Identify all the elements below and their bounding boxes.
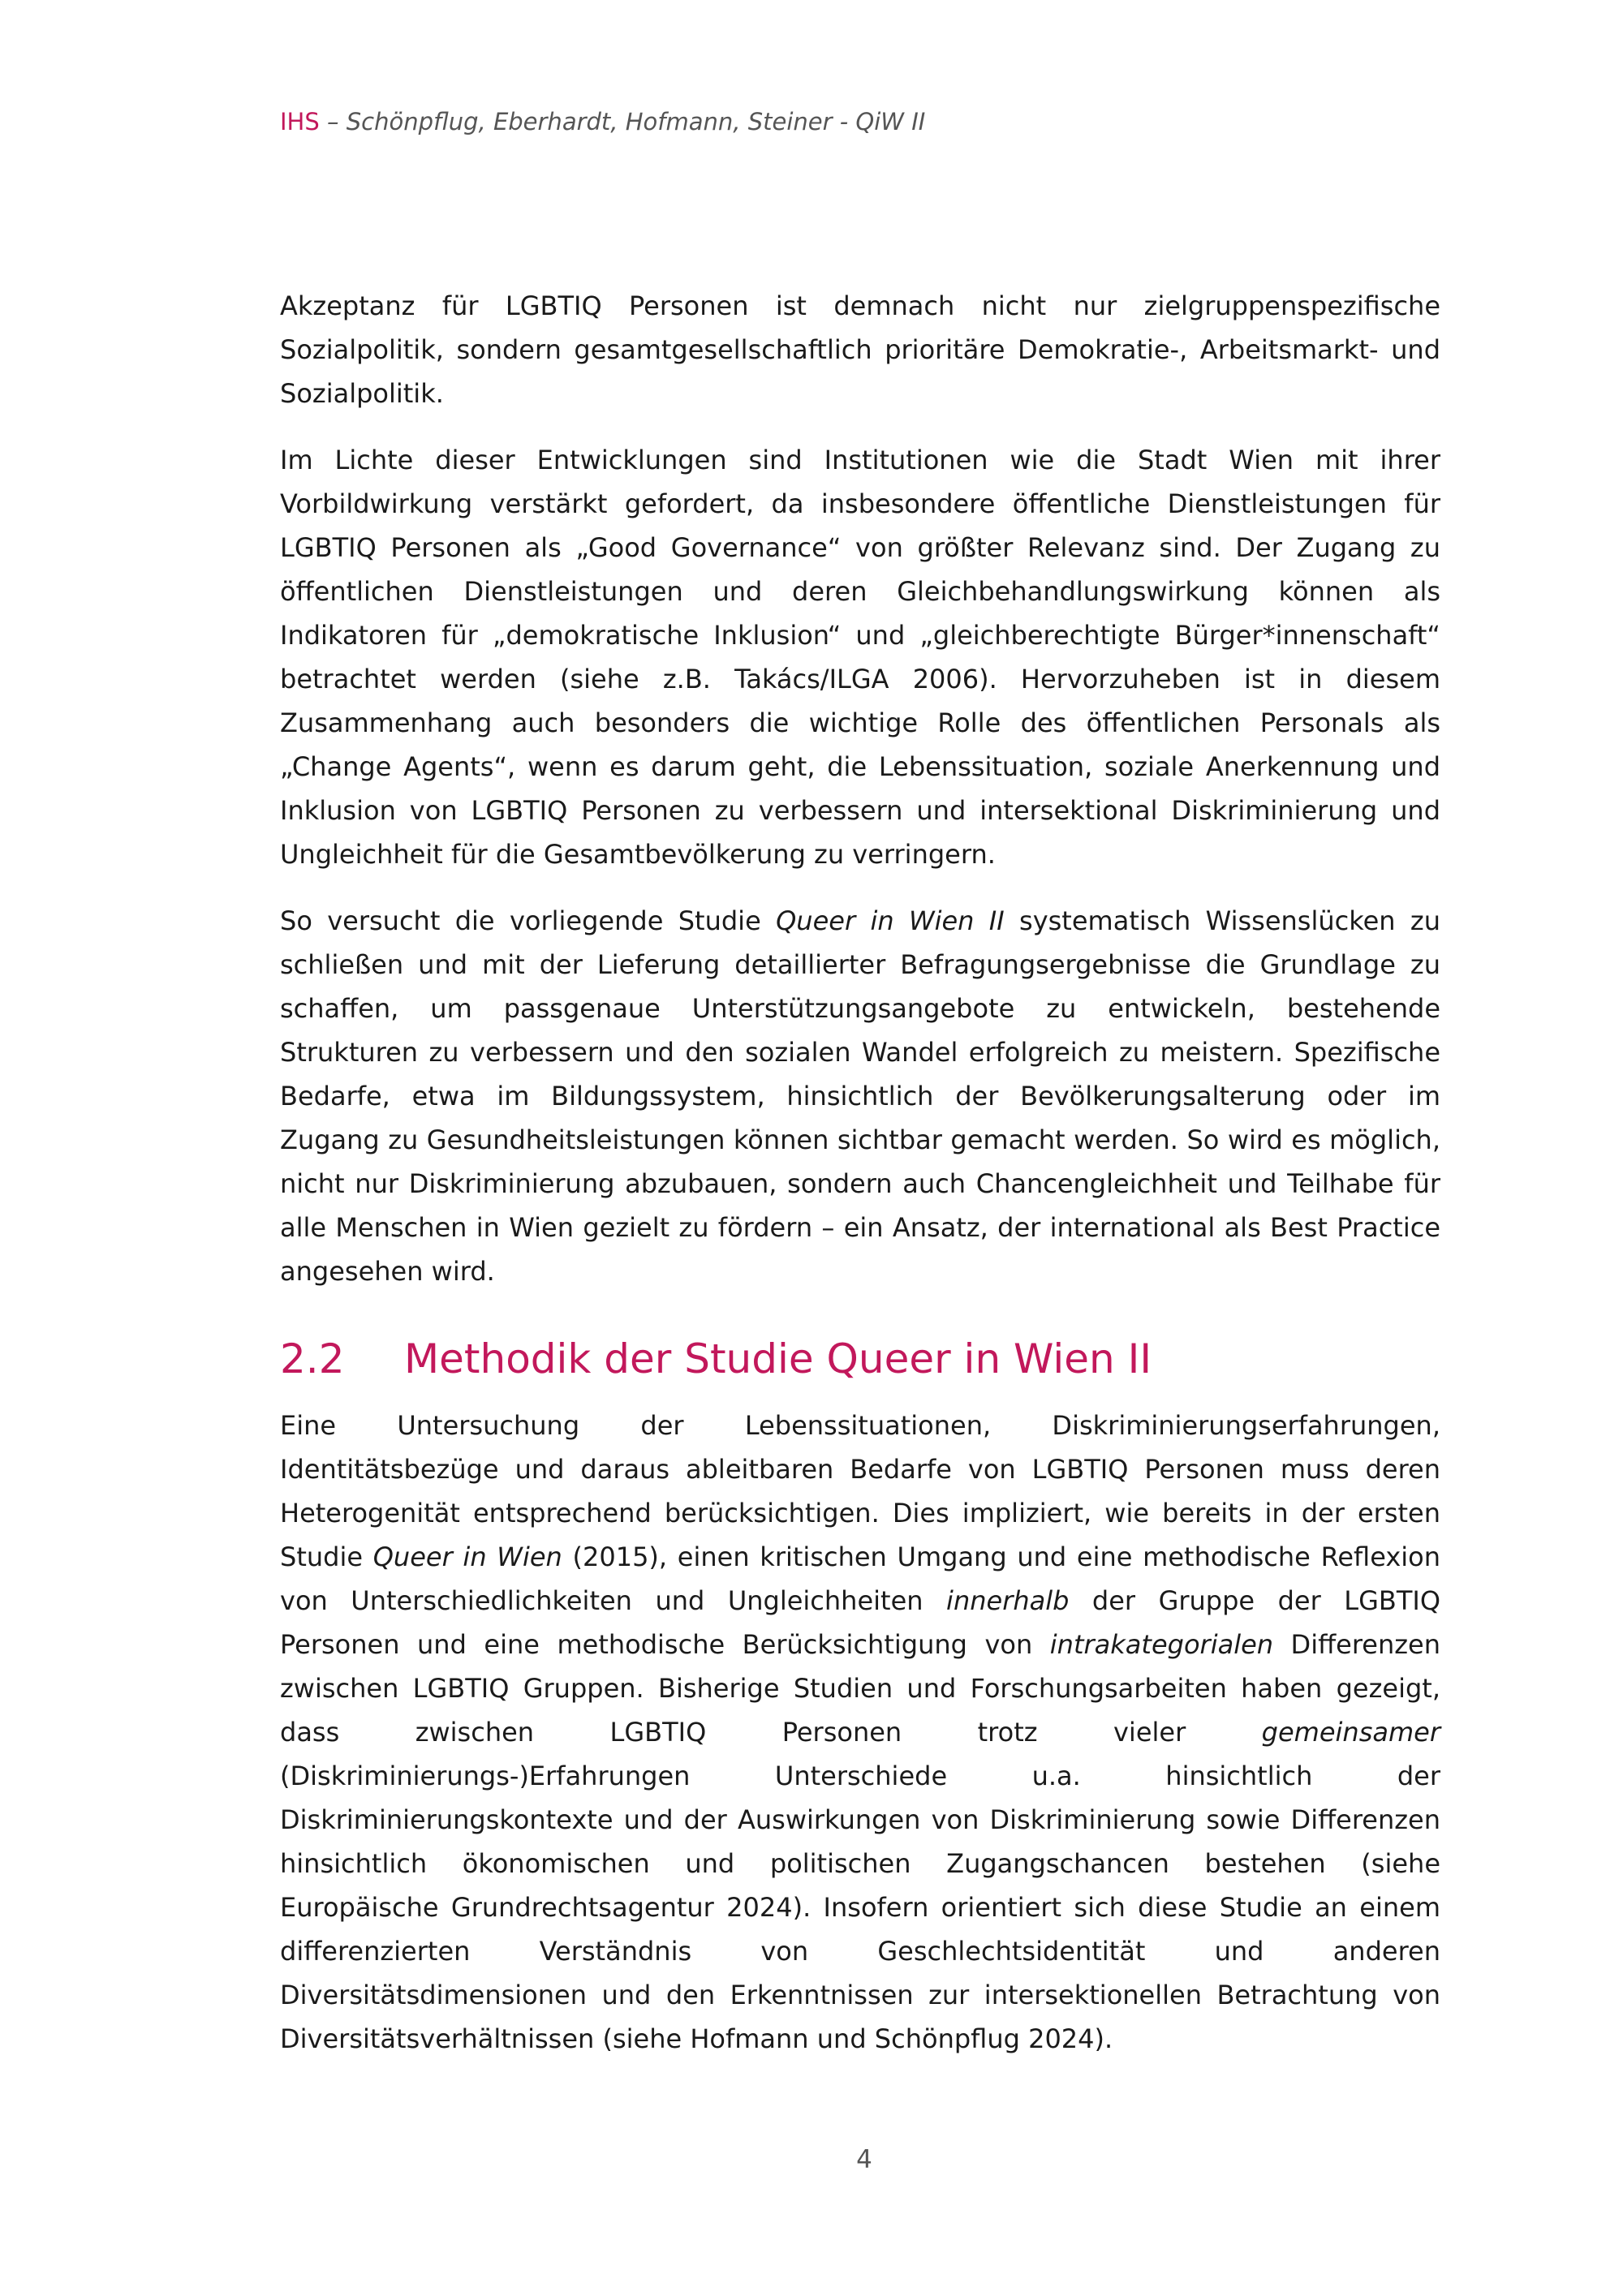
paragraph-2: Im Lichte dieser Entwicklungen sind Institutionen wie die Stadt Wien mit ihrer Vorbildwirkung verstärkt gefordert, da insbesondere öffentliche Dienstleistungen für LGBTIQ Personen als „Good Governance“ von größter Relevanz sind. Der Zugang zu öffentlichen Dienstleistungen und deren Gleichbehandlungswirkung können als Indikatoren für „demokratische Inklusion“ und „gleichberechtigte Bürger*innenschaft“ betrachtet werden (siehe z.B. Takács/ILGA 2006). Hervorzuheben ist in diesem Zusammenhang auch besonders die wichtige Rolle des öffentlichen Personals als „Change Agents“, wenn es darum geht, die Lebenssituation, soziale Anerkennung und Inklusion von LGBTIQ Personen zu verbessern und intersektional Diskriminierung und Ungleichheit für die Gesamtbevölkerung zu verringern. — [280, 445, 1440, 870]
section-paragraph-part-3: der Gruppe der LGBTIQ Personen und eine methodische Berücksichtigung von — [280, 1585, 1441, 1660]
section-paragraph-emphasis-innerhalb: innerhalb — [946, 1585, 1070, 1616]
section-paragraph-emphasis-intrakategorialen: intrakategorialen — [1049, 1629, 1274, 1660]
section-paragraph-part-5: (Diskriminierungs-)Erfahrungen Unterschiede u.a. hinsichtlich der Diskriminierungskontexte und der Auswirkungen von Diskriminierung sowie Differenzen hinsichtlich ökonomischen und politischen Zugangschancen bestehen (siehe Europäische Grundrechtsagentur 2024). Insofern orientiert sich diese Studie an einem differenzierten Verständnis von Geschlechtsidentität und anderen Diversitätsdimensionen und den Erkenntnissen zur intersektionellen Betrachtung von Diversitätsverhältnissen (siehe Hofmann und Schönpflug 2024). — [280, 1761, 1440, 2054]
header-authors: Schönpflug, Eberhardt, Hofmann, Steiner - QiW II — [346, 108, 926, 135]
paragraph-3 — [280, 899, 1440, 1293]
section-paragraph-part-4: Differenzen zwischen LGBTIQ Gruppen. Bisherige Studien und Forschungsarbeiten haben gezeigt, dass zwischen LGBTIQ Personen trotz vieler — [280, 1629, 1441, 1748]
running-header — [280, 104, 925, 140]
paragraph-3-part-2: systematisch Wissenslücken zu schließen und mit der Lieferung detaillierter Befragungsergebnisse die Grundlage zu schaffen, um passgenaue Unterstützungsangebote zu entwickeln, bestehende Strukturen zu verbessern und den sozialen Wandel erfolgreich zu meistern. Spezifische Bedarfe, etwa im Bildungssystem, hinsichtlich der Bevölkerungsalterung oder im Zugang zu Gesundheitsleistungen können sichtbar gemacht werden. So wird es möglich, nicht nur Diskriminierung abzubauen, sondern auch Chancengleichheit und Teilhabe für alle Menschen in Wien gezielt zu fördern – ein Ansatz, der international als Best Practice angesehen wird. — [280, 905, 1441, 1287]
header-org: IHS — [280, 108, 320, 135]
section-heading — [280, 1331, 1440, 1387]
section-number: 2.2 — [280, 1335, 345, 1382]
paragraph-1: Akzeptanz für LGBTIQ Personen ist demnach nicht nur zielgruppenspezifische Sozialpolitik, sondern gesamtgesellschaftlich prioritäre Demokratie-, Arbeitsmarkt- und Sozialpolitik. — [280, 290, 1440, 409]
section-paragraph — [280, 1404, 1440, 2061]
section-paragraph-emphasis-queer-in-wien: Queer in Wien — [372, 1541, 562, 1572]
header-separator: – — [319, 108, 347, 135]
section-paragraph-emphasis-gemeinsamer: gemeinsamer — [1261, 1717, 1440, 1748]
section-paragraph-part-1: Eine Untersuchung der Lebenssituationen, Diskriminierungserfahrungen, Identitätsbezüge und daraus ableitbaren Bedarfe von LGBTIQ Personen muss deren Heterogenität entsprechend berücksichtigen. Dies impliziert, wie bereits in der ersten Studie — [280, 1410, 1440, 1572]
section-title: Methodik der Studie Queer in Wien II — [404, 1335, 1152, 1382]
paragraph-3-emphasis-study-title: Queer in Wien II — [776, 905, 1005, 936]
page-number: 4 — [856, 2145, 872, 2174]
body-content — [280, 284, 1440, 2083]
paragraph-3-part-1: So versucht die vorliegende Studie — [280, 905, 777, 936]
section-paragraph-part-2: (2015), einen kritischen Umgang und eine methodische Reflexion von Unterschiedlichkeiten und Ungleichheiten — [280, 1541, 1441, 1616]
